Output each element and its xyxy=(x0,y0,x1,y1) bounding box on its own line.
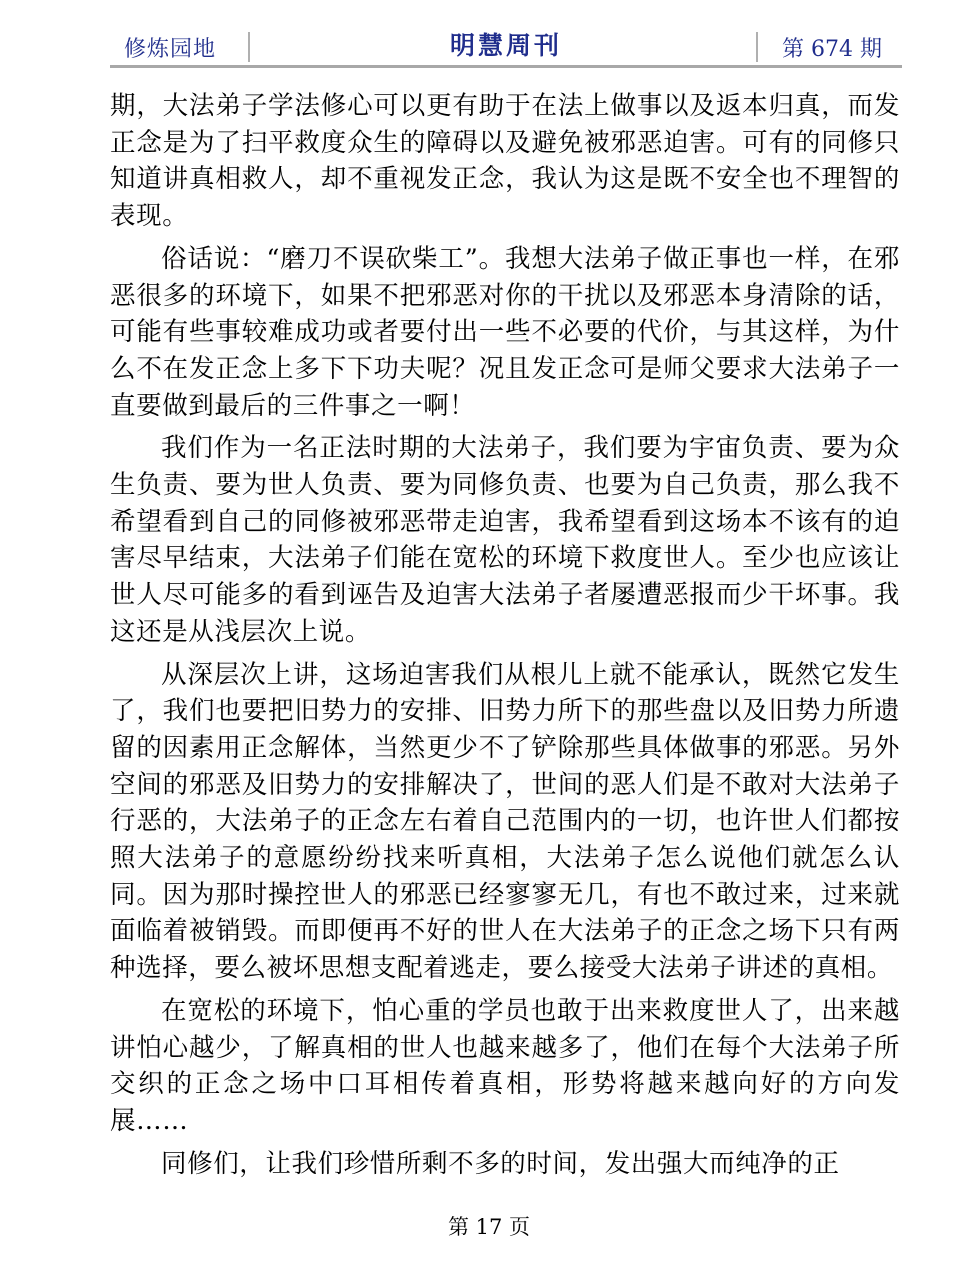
paragraph-continued: 期，大法弟子学法修心可以更有助于在法上做事以及返本归真，而发正念是为了扫平救度众生的障碍以及避免被邪恶迫害。可有的同修只知道讲真相救人，却不重视发正念，我认为这是既不安全也不理智的表现。 xyxy=(110,91,900,232)
paragraph: 从深层次上讲，这场迫害我们从根儿上就不能承认，既然它发生了，我们也要把旧势力的安排、旧势力所下的那些盘以及旧势力所遗留的因素用正念解体，当然更少不了铲除那些具体做事的邪恶。另外空间的邪恶及旧势力的安排解决了，世间的恶人们是不敢对大法弟子行恶的，大法弟子的正念左右着自己范围内的一切，也许世人们都按照大法弟子的意愿纷纷找来听真相，大法弟子怎么说他们就怎么认同。因为那时操控世人的邪恶已经寥寥无几，有也不敢过来，过来就面临着被销毁。而即便再不好的世人在大法弟子的正念之场下只有两种选择，要么被坏思想支配着逃走，要么接受大法弟子讲述的真相。 xyxy=(110,659,900,984)
page-header xyxy=(110,22,902,68)
issue-number: 第 674 期 xyxy=(782,37,882,62)
paragraph: 我们作为一名正法时期的大法弟子，我们要为宇宙负责、要为众生负责、要为世人负责、要为同修负责、也要为自己负责，那么我不希望看到自己的同修被邪恶带走迫害，我希望看到这场本不该有的迫害尽早结束，大法弟子们能在宽松的环境下救度世人。至少也应该让世人尽可能多的看到诬告及迫害大法弟子者屡遭恶报而少干坏事。我这还是从浅层次上说。 xyxy=(110,433,900,647)
publication-title: 明慧周刊 xyxy=(449,31,562,60)
header-rule xyxy=(110,65,902,68)
section-name: 修炼园地 xyxy=(124,37,217,62)
header-divider-right xyxy=(756,32,758,62)
article-body xyxy=(110,88,900,1188)
page-number: 第 17 页 xyxy=(447,1215,531,1239)
paragraph: 俗话说：“磨刀不误砍柴工”。我想大法弟子做正事也一样，在邪恶很多的环境下，如果不把邪恶对你的干扰以及邪恶本身清除的话，可能有些事较难成功或者要付出一些不必要的代价，与其这样，为什么不在发正念上多下下功夫呢？况且发正念可是师父要求大法弟子一直要做到最后的三件事之一啊！ xyxy=(110,243,900,421)
paragraph: 在宽松的环境下，怕心重的学员也敢于出来救度世人了，出来越讲怕心越少，了解真相的世人也越来越多了，他们在每个大法弟子所交织的正念之场中口耳相传着真相，形势将越来越向好的方向发展…… xyxy=(110,995,900,1136)
paragraph: 同修们，让我们珍惜所剩不多的时间，发出强大而纯净的正 xyxy=(161,1148,840,1179)
